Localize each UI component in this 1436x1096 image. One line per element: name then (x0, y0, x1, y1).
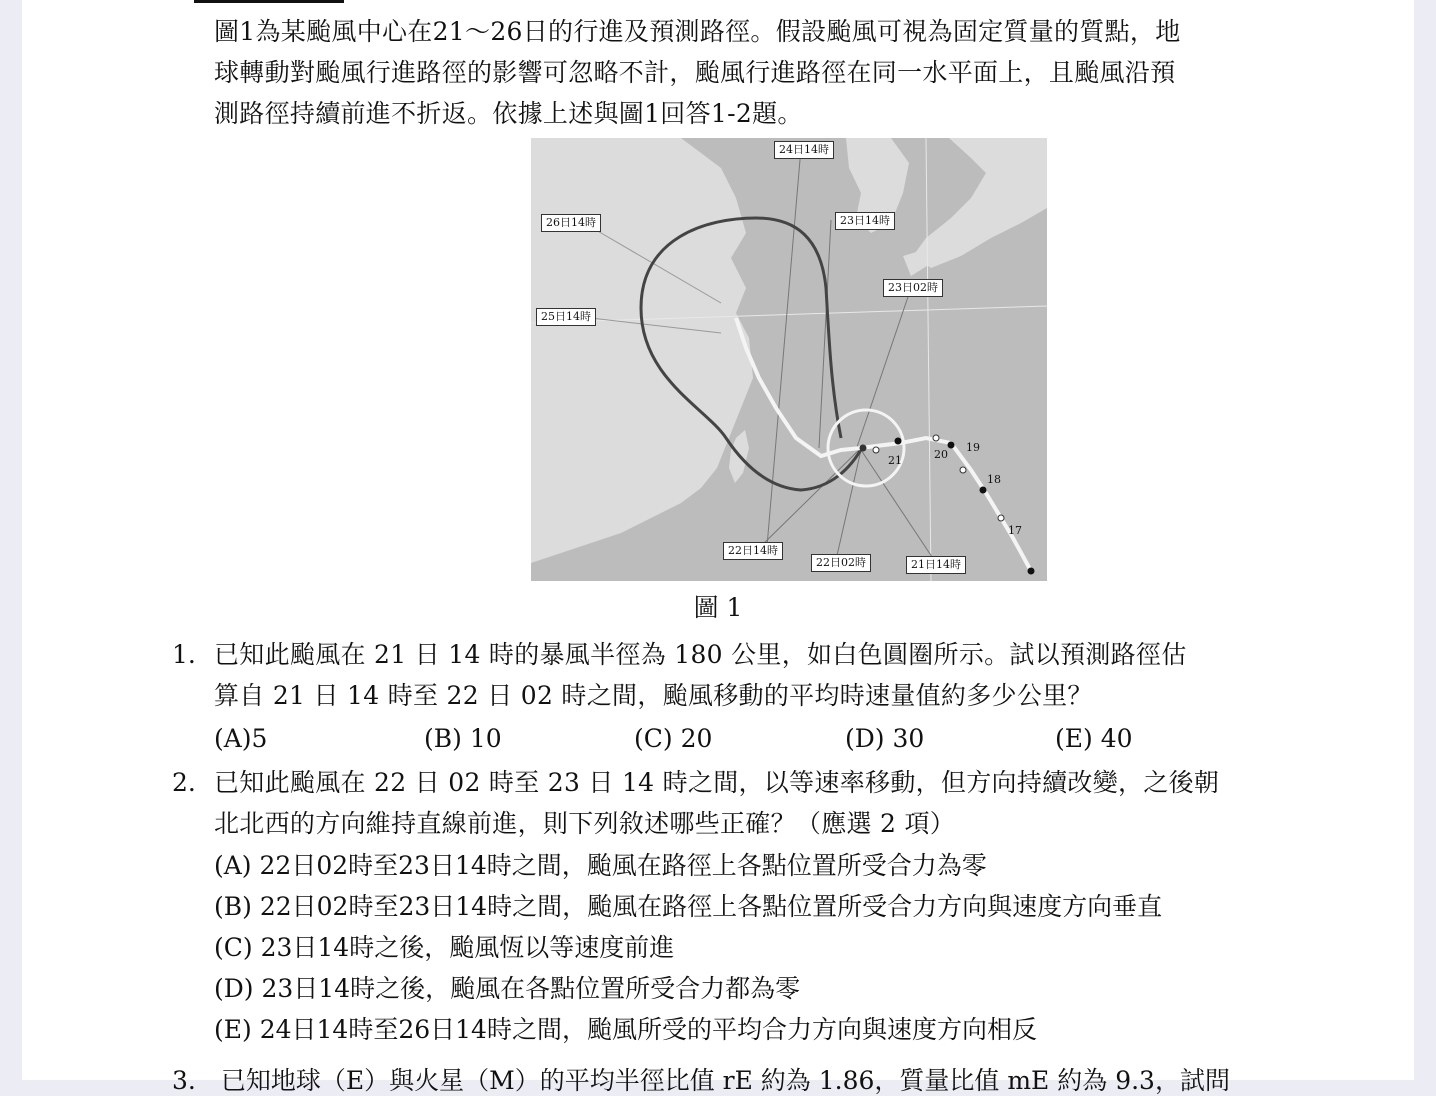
typhoon-track-map (531, 138, 1047, 581)
top-rule (194, 0, 344, 3)
question-1-choices (214, 718, 1266, 759)
day-17: 17 (1008, 524, 1022, 537)
question-3-partial: 3. 已知地球（E）與火星（M）的平均半徑比值 rE 約為 1.86，質量比值 mE 約為 9.3，試問 (172, 1066, 1230, 1095)
q1-choice-d[interactable]: (D) 30 (845, 724, 925, 753)
intro-line: 球轉動對颱風行進路徑的影響可忽略不計，颱風行進路徑在同一水平面上，且颱風沿預 (214, 58, 1176, 87)
q2-option-b[interactable]: (B) 22日02時至23日14時之間，颱風在路徑上各點位置所受合力方向與速度方向垂直 (214, 892, 1163, 921)
q2-option-c[interactable]: (C) 23日14時之後，颱風恆以等速度前進 (214, 933, 675, 962)
intro-line: 測路徑持續前進不折返。依據上述與圖1回答1-2題。 (214, 99, 803, 128)
q2-option-d[interactable]: (D) 23日14時之後，颱風在各點位置所受合力都為零 (214, 974, 801, 1003)
intro-paragraph (214, 11, 1266, 134)
question-2-line: 北北西的方向維持直線前進，則下列敘述哪些正確？（應選 2 項） (214, 809, 956, 838)
label-25-14: 25日14時 (536, 308, 596, 326)
question-2-stem (214, 762, 1266, 844)
label-23-14: 23日14時 (835, 212, 895, 230)
label-21-14: 21日14時 (906, 556, 966, 574)
label-26-14: 26日14時 (541, 214, 601, 232)
label-23-02: 23日02時 (883, 279, 943, 297)
q2-option-a[interactable]: (A) 22日02時至23日14時之間，颱風在路徑上各點位置所受合力為零 (214, 851, 987, 880)
day-21: 21 (888, 454, 902, 467)
intro-line: 圖1為某颱風中心在21～26日的行進及預測路徑。假設颱風可視為固定質量的質點，地 (214, 17, 1181, 46)
figure-caption: 圖 1 (693, 593, 743, 622)
map-graphic (531, 138, 1047, 581)
q1-choice-b[interactable]: (B) 10 (424, 724, 502, 753)
day-20: 20 (934, 448, 948, 461)
question-1-number: 1. (172, 640, 196, 669)
question-1-line: 算自 21 日 14 時至 22 日 02 時之間，颱風移動的平均時速量值約多少公里？ (214, 681, 1093, 710)
label-22-14: 22日14時 (723, 542, 783, 560)
question-1-stem (214, 634, 1266, 716)
label-24-14: 24日14時 (774, 141, 834, 159)
q2-option-e[interactable]: (E) 24日14時至26日14時之間，颱風所受的平均合力方向與速度方向相反 (214, 1015, 1037, 1044)
label-22-02: 22日02時 (811, 554, 871, 572)
q1-choice-a[interactable]: (A)5 (214, 724, 268, 753)
question-1-line: 已知此颱風在 21 日 14 時的暴風半徑為 180 公里，如白色圓圈所示。試以預測路徑估 (214, 640, 1187, 669)
question-2-number: 2. (172, 768, 196, 797)
question-2-line: 已知此颱風在 22 日 02 時至 23 日 14 時之間，以等速率移動，但方向持續改變，之後朝 (214, 768, 1220, 797)
day-19: 19 (966, 441, 980, 454)
q1-choice-e[interactable]: (E) 40 (1055, 724, 1133, 753)
q1-choice-c[interactable]: (C) 20 (634, 724, 713, 753)
day-18: 18 (987, 473, 1001, 486)
